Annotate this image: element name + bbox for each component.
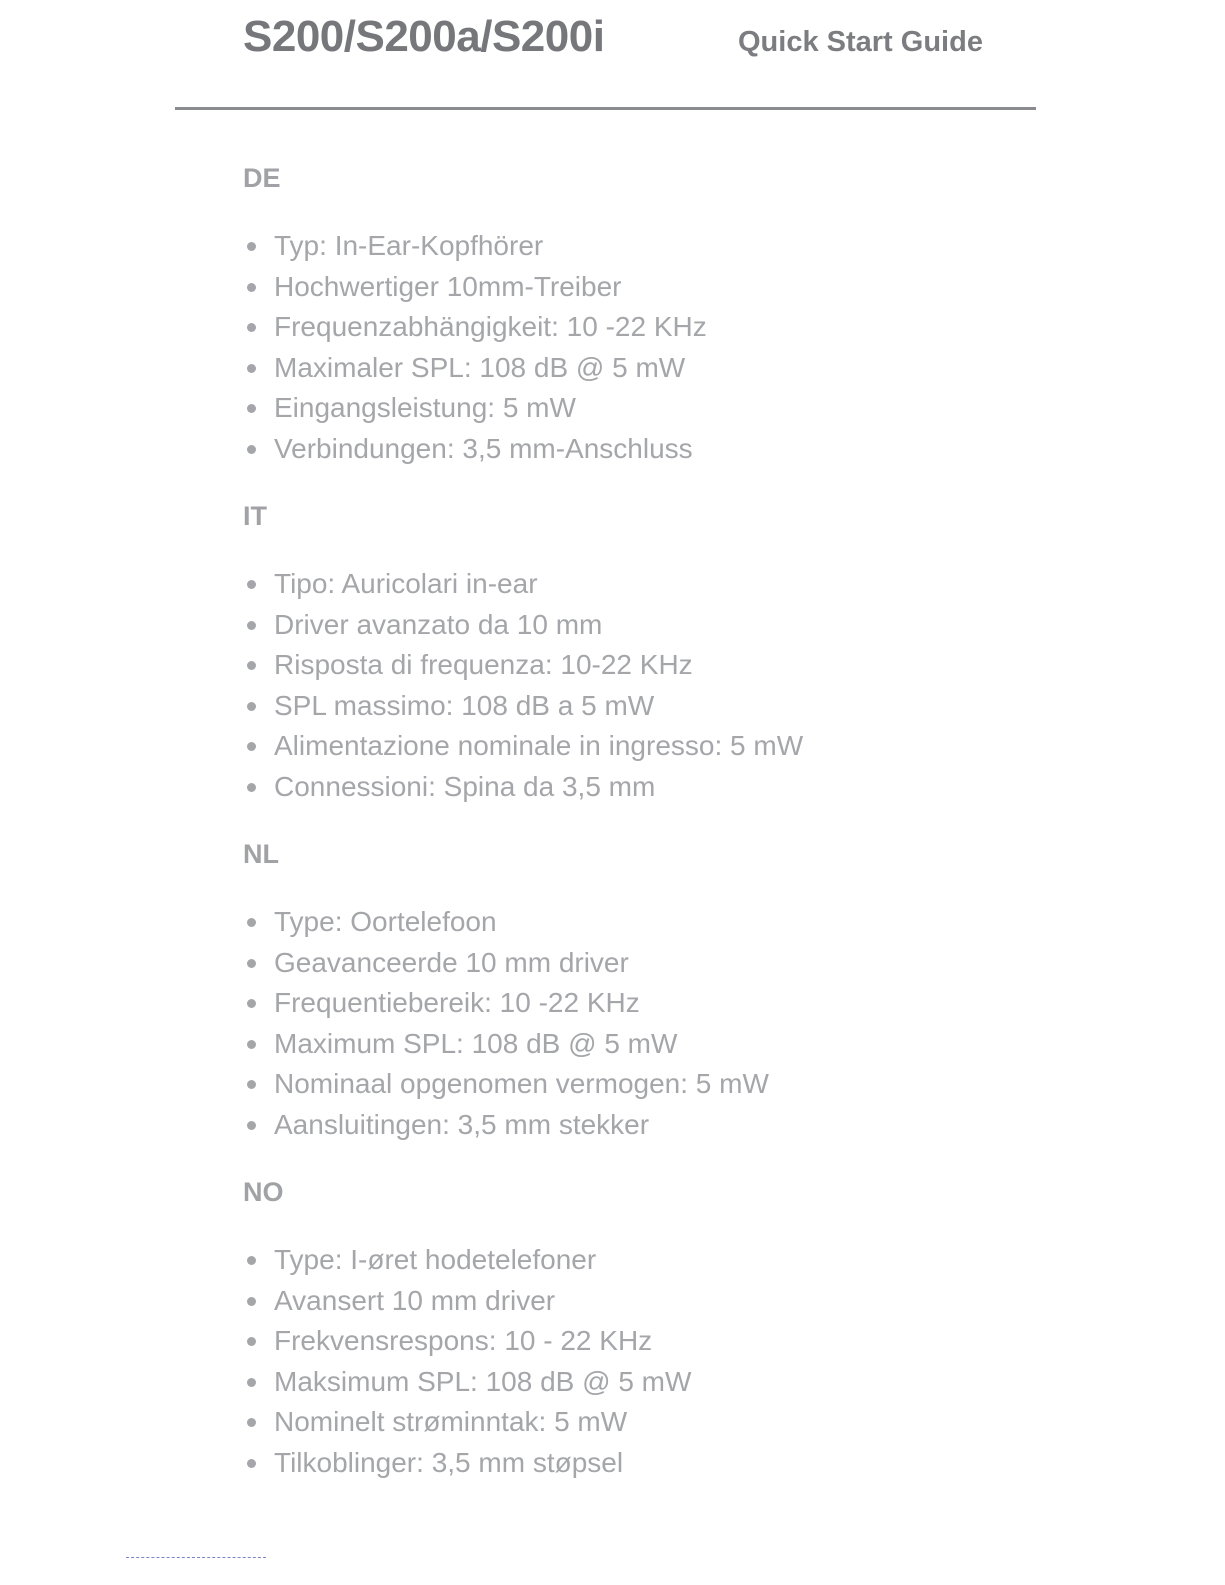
- spec-list-it: [243, 564, 1143, 807]
- section-heading-de: DE: [243, 163, 281, 193]
- bullet-icon: [247, 918, 256, 927]
- spec-text: Maksimum SPL: 108 dB @ 5 mW: [274, 1365, 692, 1397]
- section-it: [243, 496, 1143, 807]
- spec-item: [243, 1064, 1143, 1105]
- spec-item: [243, 902, 1143, 943]
- spec-text: Verbindungen: 3,5 mm-Anschluss: [274, 432, 693, 464]
- bullet-icon: [247, 323, 256, 332]
- bullet-icon: [247, 580, 256, 589]
- bullet-icon: [247, 621, 256, 630]
- bullet-icon: [247, 404, 256, 413]
- bullet-icon: [247, 1256, 256, 1265]
- bullet-icon: [247, 364, 256, 373]
- spec-item: [243, 1321, 1143, 1362]
- header-divider: [175, 107, 1036, 110]
- spec-item: [243, 348, 1143, 389]
- page-header: [0, 0, 1225, 112]
- spec-text: Type: Oortelefoon: [274, 906, 497, 937]
- bullet-icon: [247, 445, 256, 454]
- bullet-icon: [247, 1418, 256, 1427]
- spec-item: [243, 1240, 1143, 1281]
- spec-item: [243, 267, 1143, 308]
- spec-text: Typ: In-Ear-Kopfhörer: [274, 230, 544, 261]
- bullet-icon: [247, 1121, 256, 1130]
- spec-item: [243, 686, 1143, 727]
- spec-item: [243, 1402, 1143, 1443]
- spec-item: [243, 564, 1143, 605]
- section-heading-it: IT: [243, 501, 267, 531]
- spec-text: Connessioni: Spina da 3,5 mm: [274, 770, 656, 802]
- spec-item: [243, 226, 1143, 267]
- bullet-icon: [247, 999, 256, 1008]
- bullet-icon: [247, 702, 256, 711]
- spec-text: Alimentazione nominale in ingresso: 5 mW: [274, 730, 804, 761]
- spec-item: [243, 645, 1143, 686]
- spec-text: Frekvensrespons: 10 - 22 KHz: [274, 1325, 653, 1356]
- bullet-icon: [247, 661, 256, 670]
- spec-text: Nominaal opgenomen vermogen: 5 mW: [274, 1068, 769, 1099]
- section-nl: [243, 834, 1143, 1145]
- spec-text: Eingangsleistung: 5 mW: [274, 392, 576, 423]
- product-title: S200/S200a/S200i: [243, 12, 605, 61]
- bullet-icon: [247, 1080, 256, 1089]
- spec-item: [243, 429, 1143, 470]
- spec-text: Frequentiebereik: 10 -22 KHz: [274, 987, 640, 1018]
- spec-text: Hochwertiger 10mm-Treiber: [274, 270, 622, 302]
- spec-list-de: [243, 226, 1143, 469]
- bullet-icon: [247, 742, 256, 751]
- footer-divider: [126, 1557, 266, 1558]
- bullet-icon: [247, 1378, 256, 1387]
- section-de: [243, 158, 1143, 469]
- bullet-icon: [247, 959, 256, 968]
- bullet-icon: [247, 1337, 256, 1346]
- bullet-icon: [247, 1040, 256, 1049]
- spec-item: [243, 388, 1143, 429]
- spec-text: Nominelt strøminntak: 5 mW: [274, 1406, 628, 1437]
- spec-item: [243, 1281, 1143, 1322]
- spec-item: [243, 1362, 1143, 1403]
- spec-item: [243, 605, 1143, 646]
- spec-item: [243, 726, 1143, 767]
- section-heading-no: NO: [243, 1177, 284, 1207]
- spec-text: SPL massimo: 108 dB a 5 mW: [274, 689, 655, 721]
- spec-list-nl: [243, 902, 1143, 1145]
- spec-text: Tipo: Auricolari in-ear: [274, 568, 538, 599]
- spec-text: Maximaler SPL: 108 dB @ 5 mW: [274, 351, 686, 383]
- section-no: [243, 1172, 1143, 1483]
- spec-text: Aansluitingen: 3,5 mm stekker: [274, 1108, 650, 1140]
- spec-content: [243, 158, 1143, 1510]
- spec-item: [243, 307, 1143, 348]
- bullet-icon: [247, 283, 256, 292]
- section-heading-nl: NL: [243, 839, 279, 869]
- spec-item: [243, 1105, 1143, 1146]
- spec-item: [243, 1443, 1143, 1484]
- bullet-icon: [247, 1297, 256, 1306]
- spec-text: Tilkoblinger: 3,5 mm støpsel: [274, 1446, 624, 1478]
- spec-text: Avansert 10 mm driver: [274, 1284, 556, 1316]
- guide-title: Quick Start Guide: [738, 26, 983, 58]
- spec-item: [243, 1024, 1143, 1065]
- spec-text: Type: I-øret hodetelefoner: [274, 1244, 597, 1275]
- spec-text: Geavanceerde 10 mm driver: [274, 946, 629, 978]
- spec-item: [243, 943, 1143, 984]
- bullet-icon: [247, 1459, 256, 1468]
- spec-item: [243, 983, 1143, 1024]
- bullet-icon: [247, 242, 256, 251]
- bullet-icon: [247, 783, 256, 792]
- spec-text: Risposta di frequenza: 10-22 KHz: [274, 649, 693, 680]
- spec-text: Maximum SPL: 108 dB @ 5 mW: [274, 1027, 678, 1059]
- spec-text: Frequenzabhängigkeit: 10 -22 KHz: [274, 311, 707, 342]
- spec-list-no: [243, 1240, 1143, 1483]
- spec-text: Driver avanzato da 10 mm: [274, 608, 603, 640]
- spec-item: [243, 767, 1143, 808]
